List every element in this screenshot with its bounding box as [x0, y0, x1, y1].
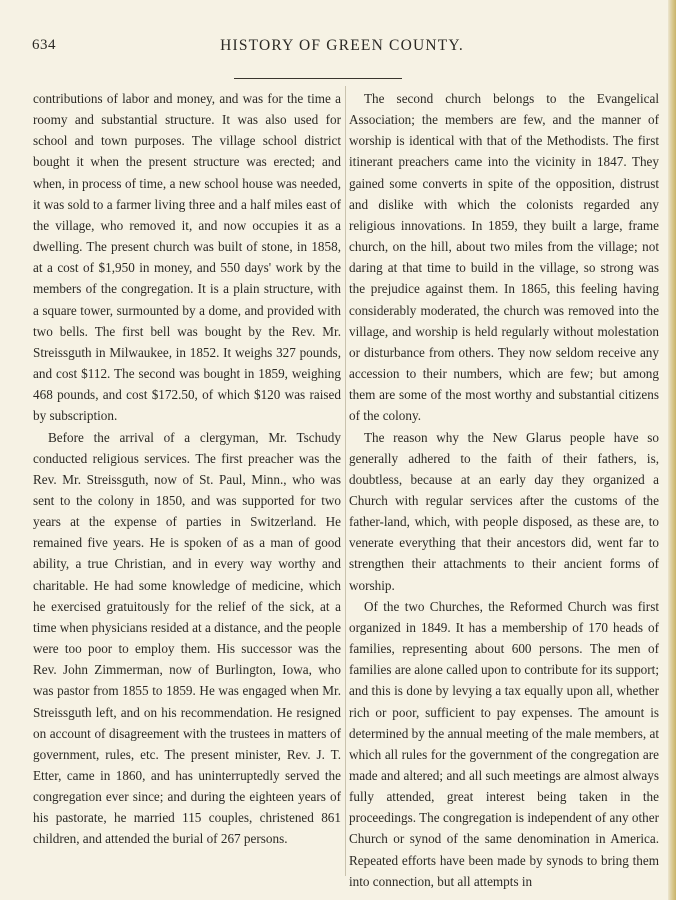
paragraph: The reason why the New Glarus people have so generally adhered to the faith of their fathers, is, doubtless, because at an early day they organized a Church with regular services after the customs of the father-land, which, with people disposed, as these are, to venerate everything that their ancestors did, went far to strengthen their attachments to their ancient forms of worship. — [349, 429, 659, 593]
running-title: HISTORY OF GREEN COUNTY. — [220, 37, 464, 54]
page-number: 634 — [32, 37, 56, 53]
page-edge-shadow — [668, 0, 676, 900]
page-header — [32, 37, 652, 59]
paragraph: contributions of labor and money, and was for the time a roomy and substantial structure. It was also used for school and town purposes. The village school district bought it when the present structure was erected; and when, in process of time, a new school house was needed, it was sold to a farmer living three and a half miles east of the village, who removed it, and now occupies it as a dwelling. The present church was built of stone, in 1858, at a cost of $1,950 in money, and 550 days' work by the members of the congregation. It is a plain structure, with a square tower, surmounted by a dome, and provided with two bells. The first bell was bought by the Rev. Mr. Streissguth in Milwaukee, in 1852. It weighs 327 pounds, and cost $112. The second was bought in 1859, weighing 468 pounds, and cost $172.50, of which $120 was raised by subscription. — [33, 91, 341, 424]
right-column — [349, 88, 659, 892]
paragraph: The second church belongs to the Evangelical Association; the members are few, and the manner of worship is identical with that of the Methodists. The first itinerant preachers came into the vicinity in 1847. They gained some converts in spite of the opposition, distrust and dislike with which the colonists regarded any religious innovations. In 1859, they built a large, frame church, on the hill, about two miles from the village; not daring at that time to build in the village, so strong was the prejudice against them. In 1865, this feeling having considerably moderated, the church was removed into the village, and worship is held regularly without molestation or disturbance from others. They now seldom receive any accession to their numbers, which are few; but among them are some of the most worthy and substantial citizens of the colony. — [349, 91, 659, 424]
header-rule — [234, 78, 402, 79]
column-divider — [345, 86, 346, 876]
paragraph: Before the arrival of a clergyman, Mr. Tschudy conducted religious services. The first preacher was the Rev. Mr. Streissguth, now of St. Paul, Minn., who was sent to the colony in 1850, and was supported for two years at the expense of parties in Switzerland. He remained five years. He is spoken of as a man of good ability, a true Christian, and in every way worthy and charitable. He had some knowledge of medicine, which he exercised gratuitously for the relief of the sick, at a time when physicians resided at a distance, and the people were too poor to employ them. His successor was the Rev. John Zimmerman, now of Burlington, Iowa, who was pastor from 1855 to 1859. He was engaged when Mr. Streissguth left, and on his recommendation. He resigned on account of disagreement with the trustees in matters of government, rules, etc. The present minister, Rev. J. T. Etter, came in 1860, and has uninterruptedly served the congregation ever since; and during the eighteen years of his pastorate, he married 115 couples, christened 861 children, and attended the burial of 267 persons. — [33, 429, 341, 847]
paragraph: Of the two Churches, the Reformed Church was first organized in 1849. It has a membership of 170 heads of families, representing about 600 persons. The men of families are alone called upon to contribute for its support; and this is done by levying a tax equally upon all, whether rich or poor, sufficient to pay expenses. The amount is determined by the annual meeting of the male members, at which all rules for the government of the congregation are made and altered; and all such meetings are almost always fully attended, great interest being taken in the proceedings. The congregation is independent of any other Church or synod of the same denomination in America. Repeated efforts have been made by synods to bring them into connection, but all attempts in — [349, 598, 659, 889]
left-column — [33, 88, 341, 850]
